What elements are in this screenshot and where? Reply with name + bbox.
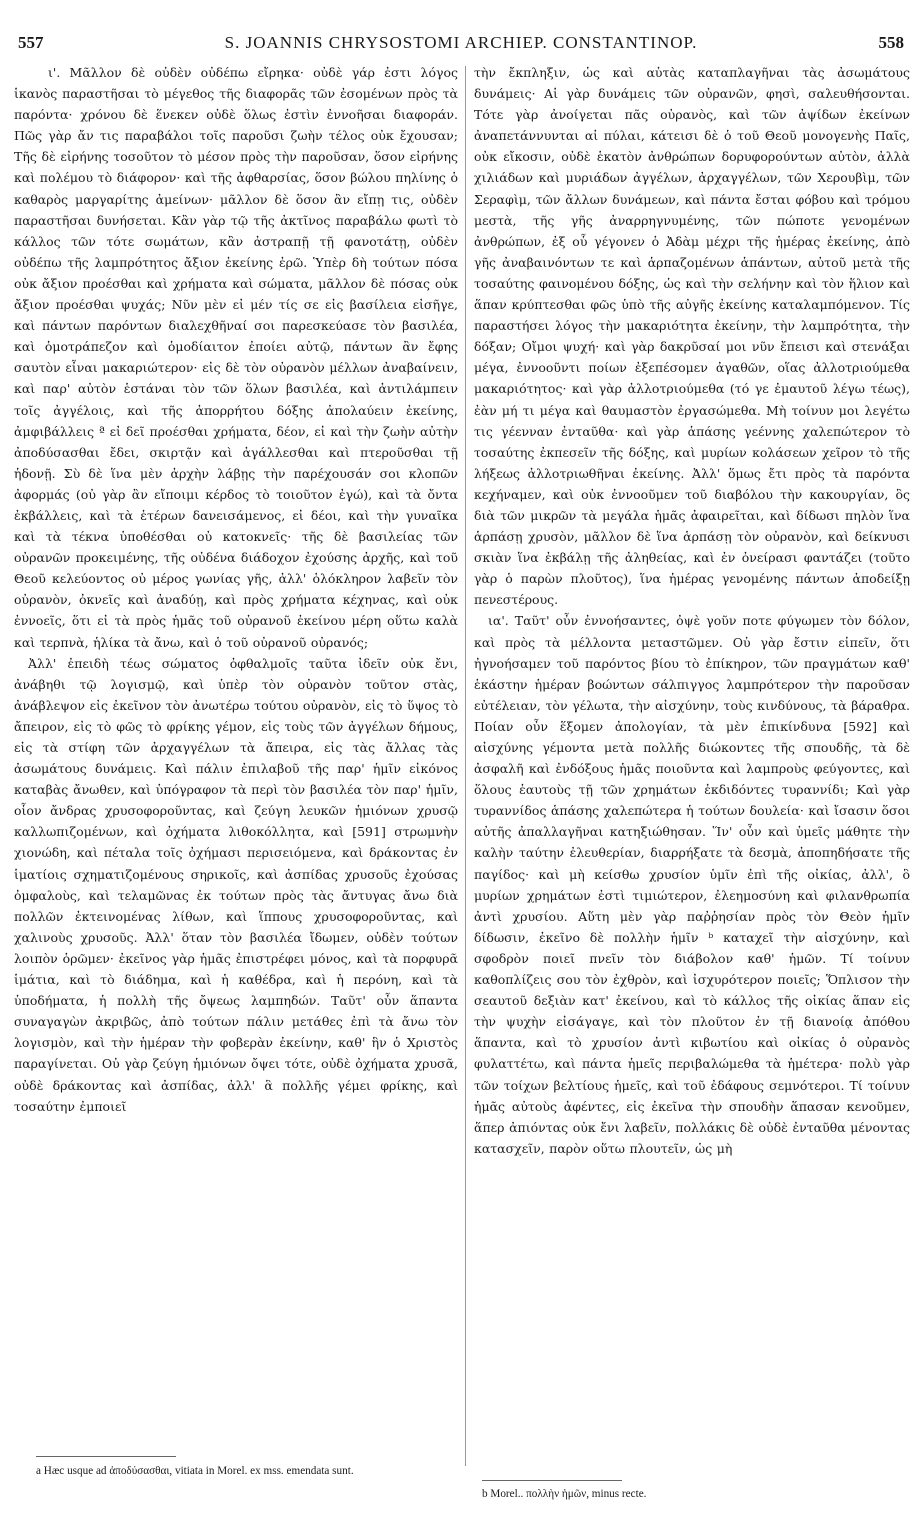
footnote-a: a Hæc usque ad ἀποδύσασθαι, vitiata in Morel. ex mss. emendata sunt. bbox=[36, 1465, 354, 1477]
paragraph-10-end: τὴν ἔκπληξιν, ὡς καὶ αὐτὰς καταπλαγῆναι τὰς ἀσωμάτους δυνάμεις· Αἱ γὰρ δυνάμεις τῶν οὐρανῶν, φησὶ, σαλευθήσονται. Τότε γὰρ ἀνοίγεται πᾶς οὐρανὸς, καὶ τῶν ἀψίδων ἐκείνων ἀναπετάννυνται αἱ πύλαι, κάτεισι δὲ ὁ τοῦ Θεοῦ μονογενὴς Παῖς, οὐκ εἴκοσιν, οὐδὲ ἑκατὸν ἀνθρώπων δορυφορούντων αὐτὸν, ἀλλὰ χιλιάδων καὶ μυριάδων ἀγγέλων, ἀρχαγγέλων, τῶν Χερουβὶμ, τῶν Σεραφὶμ, τῶν ἄλλων δυνάμεων, καὶ πάντα ἔσται φόβου καὶ τρόμου μεστὰ, τῆς γῆς ἀναρρηγνυμένης, τῶν πώποτε γενομένων ἀνθρώπων, ἐξ οὗ γέγονεν ὁ Ἀδὰμ μέχρι τῆς ἡμέρας ἐκείνης, ἀπὸ γῆς ἀναβαινόντων τε καὶ ἁρπαζομένων ἁπάντων, αὐτοῦ μετὰ τῆς τοσαύτης φαινομένου δόξης, ὡς καὶ τὴν σελήνην καὶ τὸν ἥλιον καὶ ἅπαν κρύπτεσθαι φῶς ὑπὸ τῆς αὐγῆς ἐκείνης καταλαμπόμενον. Τίς παραστήσει λόγος τὴν μακαριότητα ἐκείνην, τὴν λαμπρότητα, τὴν δόξαν; Οἴμοι ψυχή· καὶ γὰρ δακρῦσαί μοι νῦν ἔπεισι καὶ στενάξαι μέγα, ἐννοοῦντι ποίων ἐξεπέσομεν ἀγαθῶν, οἵας ἀλλοτριούμεθα μακαριότητος· καὶ γὰρ ἀλλοτριούμεθα (τό γε ἐμαυτοῦ λέγω τέως), ἐὰν μή τι μέγα καὶ θαυμαστὸν ἐργασώμεθα. Μὴ τοίνυν μοι λεγέτω τις γέενναν ἐνταῦθα· καὶ γὰρ ἁπάσης γεέννης χαλεπώτερον τὸ τοσαύτης ἐκπεσεῖν τῆς δόξης, καὶ μυρίων κολάσεων χεῖρον τὸ τῆς λήξεως ἀλλοτριωθῆναι ἐκείνης. Ἀλλ' ὅμως ἔτι πρὸς τὰ παρόντα κεχήναμεν, καὶ οὐκ ἐννοοῦμεν τοῦ διαβόλου τὴν κακουργίαν, ὃς διὰ τῶν μικρῶν τὰ μεγάλα ἡμᾶς ἀφαιρεῖται, καὶ δίδωσι πηλὸν ἵνα ἁρπάσῃ χρυσὸν, μᾶλλον δὲ ἵνα ἁρπάσῃ τὸν οὐρανὸν, καὶ δείκνυσι σκιὰν ἵνα ἐκβάλῃ τῆς ἀληθείας, καὶ ἐν ὀνείρασι φαντάζει (τοῦτο γὰρ ὁ παρὼν πλοῦτος), ἵνα ἡμέρας γενομένης πάντων ἀποδείξῃ πενεστέρους. bbox=[474, 65, 910, 608]
paragraph-10-cont: Ἀλλ' ἐπειδὴ τέως σώματος ὀφθαλμοῖς ταῦτα ἰδεῖν οὐκ ἔνι, ἀνάβηθι τῷ λογισμῷ, καὶ ὑπὲρ τὸν οὐρανὸν τοῦτον στὰς, ἀνάβλεψον εἰς ἐκεῖνον τὸν ἀνωτέρω τούτου οὐρανὸν, εἰς τὸ ὕψος τὸ ἄπειρον, εἰς τὸ φῶς τὸ φρίκης γέμον, εἰς τοὺς τῶν ἀγγέλων δήμους, εἰς τὰ στίφη τῶν ἀρχαγγέλων τὰ ἄπειρα, εἰς τὰς ἄλλας τὰς ἀσωμάτους δυνάμεις. Καὶ πάλιν ἐπιλαβοῦ τῆς παρ' ἡμῖν εἰκόνος καταβὰς ἄνωθεν, καὶ ὑπόγραφον τὰ περὶ τὸν βασιλέα τὸν παρ' ἡμῖν, οἷον ἄνδρας χρυσοφοροῦντας, καὶ ζεύγη λευκῶν ἡμιόνων χρυσῷ καλλωπιζομένων, καὶ ὀχήματα λιθοκόλλητα, καὶ [591] στρωμνὴν χιονώδη, καὶ πέταλα τοῖς ὀχήμασι περισειόμενα, καὶ δράκοντας ἐν ἱματίοις σχηματιζομένους σηρικοῖς, καὶ ἀσπίδας χρυσοῦς ἐχούσας ὀμφαλοὺς, καὶ τελαμῶνας ἐκ τούτων πρὸς τὰς ἄντυγας ἄνω διὰ πολλῶν ἐκτεινομένας λίθων, καὶ ἵππους χρυσοφοροῦντας, καὶ χαλινοὺς χρυσοῦς. Ἀλλ' ὅταν τὸν βασιλέα ἴδωμεν, οὐδὲν τούτων λοιπὸν ὁρῶμεν· ἐκεῖνος γὰρ ἡμᾶς ἐπιστρέφει μόνος, καὶ τὰ πορφυρᾶ ἱμάτια, καὶ τὸ διάδημα, καὶ ἡ καθέδρα, καὶ ἡ περόνη, καὶ τὰ ὑποδήματα, ἡ πολλὴ τῆς ὄψεως λαμπηδών. Ταῦτ' οὖν ἅπαντα συναγαγὼν ἀκριβῶς, ἀπὸ τούτων πάλιν μετάθες ἐπὶ τὰ ἄνω τὸν λογισμὸν, καὶ τὴν ἡμέραν τὴν φοβερὰν ἐκείνην, καθ' ἣν ὁ Χριστὸς παραγίνεται. Οὐ γὰρ ζεύγη ἡμιόνων ὄψει τότε, οὐδὲ ὀχήματα χρυσᾶ, οὐδὲ δράκοντας καὶ ἀσπίδας, ἀλλ' ἃ πολλῆς γέμει φρίκης, καὶ τοσαύτην ἐμποιεῖ bbox=[14, 655, 458, 1114]
page-number-left: 557 bbox=[18, 33, 44, 52]
paragraph-11: ια'. Ταῦτ' οὖν ἐννοήσαντες, ὀψὲ γοῦν ποτε φύγωμεν τὸν δόλον, καὶ πρὸς τὰ μέλλοντα μεταστῶμεν. Οὐ γὰρ ἔστιν εἰπεῖν, ὅτι ἠγνοήσαμεν τοῦ παρόντος βίου τὸ ἐπίκηρον, τῶν πραγμάτων καθ' ἑκάστην ἡμέραν βοώντων σάλπιγγος λαμπρότερον τὴν παροῦσαν εὐτέλειαν, τὸν γέλωτα, τὴν αἰσχύνην, τοὺς κινδύνους, τὰ βάραθρα. Ποίαν οὖν ἕξομεν ἀπολογίαν, τὰ μὲν ἐπικίνδυνα [592] καὶ αἰσχύνης γέμοντα μετὰ πολλῆς διώκοντες τῆς σπουδῆς, τὰ δὲ ἀσφαλῆ καὶ ἐνδόξους ἡμᾶς ποιοῦντα καὶ λαμπροὺς φεύγοντες, καὶ ὅλους ἑαυτοὺς τῇ τῶν χρημάτων ἐκδιδόντες τυραννίδι; Καὶ γὰρ τυραννίδος ἁπάσης χαλεπώτερα ἡ τούτων δουλεία· καὶ ἴσασιν ὅσοι αὐτῆς ἀπαλλαγῆναι κατηξιώθησαν. Ἵν' οὖν καὶ ὑμεῖς μάθητε τὴν καλὴν ταύτην ἐλευθερίαν, διαρρήξατε τὰ δεσμὰ, ἀποπηδήσατε τῆς παγίδος· καὶ μὴ κείσθω χρυσίον ὑμῖν ἐπὶ τῆς οἰκίας, ἀλλ', ὃ μυρίων χρημάτων ἐστὶ τιμιώτερον, ἐλεημοσύνη καὶ φιλανθρωπία ἀντὶ χρυσίου. Αὕτη μὲν γὰρ παῤῥησίαν πρὸς τὸν Θεὸν ἡμῖν δίδωσιν, ἐκεῖνο δὲ πολλὴν ἡμῖν ᵇ καταχεῖ τὴν αἰσχύνην, καὶ σφοδρὸν ποιεῖ πνεῖν τὸν διάβολον καθ' ἡμῶν. Τί τοίνυν καθοπλίζεις σου τὸν ἐχθρὸν, καὶ ἰσχυρότερον ποιεῖς; Ὅπλισον τὴν σεαυτοῦ δεξιὰν κατ' ἐκείνου, καὶ τὸ κάλλος τῆς οἰκίας ἅπαν εἰς τὴν ψυχὴν εἰσάγαγε, καὶ τὸν πλοῦτον ἐν τῇ διανοίᾳ ἀπόθου ἅπαντα, καὶ τὸ χρυσίον ἀντὶ κιβωτίου καὶ οἰκίας ὁ οὐρανὸς φυλαττέτω, καὶ πάντα ἡμεῖς περιβαλώμεθα τὰ ἡμέτερα· πολὺ γὰρ τῶν τοίχων βελτίους ἡμεῖς, καὶ τοῦ ἐδάφους σεμνότεροι. Τί τοίνυν ἡμᾶς αὐτοὺς ἀφέντες, εἰς ἐκεῖνα τὴν σπουδὴν ἅπασαν κενοῦμεν, ἅπερ ἀπιόντας οὐκ ἔνι λαβεῖν, πολλάκις δὲ οὐδὲ ἐνταῦθα μένοντας κατασχεῖν, παρὸν οὕτω πλουτεῖν, ὡς μὴ bbox=[474, 613, 910, 1156]
left-column bbox=[14, 62, 458, 1117]
page-number-right: 558 bbox=[878, 33, 904, 52]
running-header bbox=[18, 33, 904, 59]
footnote-rule-right bbox=[482, 1480, 622, 1481]
column-divider bbox=[465, 66, 466, 1466]
footnote-rule-left bbox=[36, 1456, 176, 1457]
footnote-b: b Morel.. πολλὴν ἡμῶν, minus recte. bbox=[482, 1488, 647, 1500]
right-column bbox=[474, 62, 910, 1159]
running-title: S. JOANNIS CHRYSOSTOMI ARCHIEP. CONSTANTINOP. bbox=[224, 33, 698, 52]
paragraph-10: ι'. Μᾶλλον δὲ οὐδὲν οὐδέπω εἴρηκα· οὐδὲ γάρ ἐστι λόγος ἱκανὸς παραστῆσαι τὸ μέγεθος τῆς διαφορᾶς τῶν ἐσομένων πρὸς τὰ παρόντα· χρόνου δὲ ἕνεκεν οὐδὲ ὅλως ἐστὶν ἐννοῆσαι διαφοράν. Πῶς γὰρ ἄν τις παραβάλοι τοῖς παροῦσι ζωὴν τέλος οὐκ ἔχουσαν; Τῆς δὲ εἰρήνης τοσοῦτον τὸ μέσον πρὸς τὴν παροῦσαν, ὅσον εἰρήνης καὶ πολέμου τὸ διάφορον· καὶ τῆς ἀφθαρσίας, ὅσον βώλου πηλίνης ὁ καθαρὸς μαργαρίτης ἀμείνων· μᾶλλον δὲ ὅσον ἂν εἴπῃ τις, οὐδὲν παραστῆσαι δυνήσεται. Κἂν γὰρ τῷ τῆς ἀκτῖνος παραβάλω φωτὶ τὸ κάλλος τῶν τότε σωμάτων, κἂν ἀστραπῇ τῇ φανοτάτῃ, οὐδὲν οὐδέπω τῆς λαμπρότητος ἄξιον ἐκείνης ἐρῶ. Ὑπὲρ δὴ τούτων πόσα οὐκ ἄξιον προέσθαι καὶ χρήματα καὶ σώματα, μᾶλλον δὲ πόσας οὐκ ἄξιον προέσθαι ψυχάς; Νῦν μὲν εἰ μέν τίς σε εἰς βασίλεια εἰσῆγε, καὶ πάντων παρόντων διαλεχθῆναί σοι παρεσκεύασε τὸν βασιλέα, καὶ ὁμοτράπεζον καὶ ὁμοδίαιτον ἐποίει αὐτῷ, πάντων ἂν ἔφης σαυτὸν εἶναι μακαριώτερον· εἰς δὲ τὸν οὐρανὸν μέλλων ἀναβαίνειν, καὶ παρ' αὐτὸν ἑστάναι τὸν τῶν ὅλων βασιλέα, καὶ ἀντιλάμπειν τοῖς ἀγγέλοις, καὶ τῆς ἀπορρήτου δόξης ἀπολαύειν ἐκείνης, ἀμφιβάλλεις ª εἰ δεῖ προέσθαι χρήματα, δέον, εἰ καὶ τὴν ζωὴν αὐτὴν ἀποδύσασθαι ἔδει, σκιρτᾷν καὶ ἀγάλλεσθαι καὶ πτεροῦσθαι τῇ ἡδονῇ. Σὺ δὲ ἵνα μὲν ἀρχὴν λάβῃς τὴν παρέχουσάν σοι κλοπῶν ἀφορμάς (οὐ γὰρ ἂν εἴποιμι κέρδος τὸ τοιοῦτον ἐγώ), καὶ τὰ ὄντα ἐκβάλλεις, καὶ τὰ ἑτέρων δανεισάμενος, εἰ δέοι, καὶ τὴν γυναῖκα καὶ τὰ τέκνα ὑποθέσθαι οὐ κατοκνεῖς· τῆς δὲ βασιλείας τῶν οὐρανῶν προκειμένης, τῆς οὐδένα διάδοχον ἐχούσης ἀρχῆς, καὶ τοῦ Θεοῦ κελεύοντος οὐ μέρος γωνίας γῆς, ἀλλ' ὁλόκληρον λαβεῖν τὸν οὐρανὸν, ὀκνεῖς καὶ ἀναδύῃ, καὶ πρὸς χρήματα κέχηνας, καὶ οὐκ ἐννοεῖς, ὅτι εἰ τὰ πρὸς ἡμᾶς τοῦ οὐρανοῦ ἐκείνου μέρη οὕτω καλὰ καὶ τερπνὰ, ἡλίκα τὰ ἄνω, καὶ ὁ τοῦ οὐρανοῦ οὐρανός; bbox=[14, 65, 458, 650]
